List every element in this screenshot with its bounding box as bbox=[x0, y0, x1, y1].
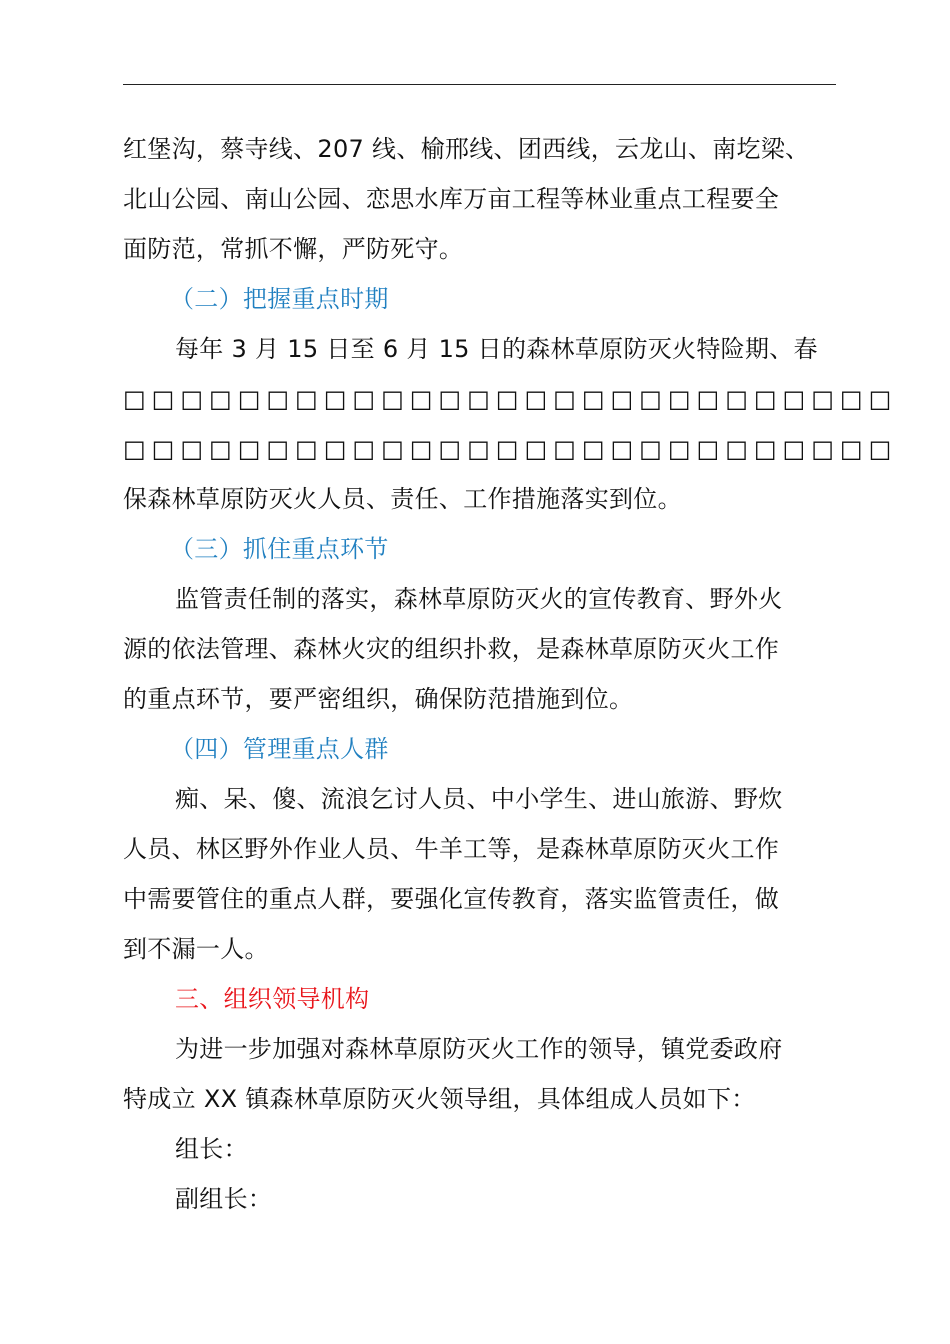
para3-line-3: 的重点环节，要严密组织，确保防范措施到位。 bbox=[123, 685, 634, 713]
heading-key-links: （三）抓住重点环节 bbox=[170, 535, 389, 563]
para2-line-2: □□□□□□□□□□□□□□□□□□□□□□□□□□□ bbox=[123, 385, 898, 413]
leader-label: 组长： bbox=[175, 1135, 248, 1163]
para5-line-1: 为进一步加强对森林草原防灭火工作的领导，镇党委政府 bbox=[175, 1035, 783, 1063]
para4-line-3: 中需要管住的重点人群，要强化宣传教育，落实监管责任，做 bbox=[123, 885, 780, 913]
heading-organization: 三、组织领导机构 bbox=[175, 985, 370, 1013]
deputy-leader-label: 副组长： bbox=[175, 1185, 273, 1213]
para5-line-2: 特成立 XX 镇森林草原防灭火领导组，具体组成人员如下： bbox=[123, 1085, 756, 1113]
para4-line-4: 到不漏一人。 bbox=[123, 935, 269, 963]
header-rule bbox=[123, 84, 836, 85]
para2-line-4: 保森林草原防灭火人员、责任、工作措施落实到位。 bbox=[123, 485, 682, 513]
para2-line-3: □□□□□□□□□□□□□□□□□□□□□□□□□□□ bbox=[123, 435, 898, 463]
para1-line-2: 北山公园、南山公园、恋思水库万亩工程等林业重点工程要全 bbox=[123, 185, 780, 213]
para1-line-1: 红堡沟，蔡寺线、207 线、榆邢线、团西线，云龙山、南圪梁、 bbox=[123, 135, 810, 163]
para2-line-1: 每年 3 月 15 日至 6 月 15 日的森林草原防灭火特险期、春 bbox=[175, 335, 818, 363]
para3-line-1: 监管责任制的落实，森林草原防灭火的宣传教育、野外火 bbox=[175, 585, 783, 613]
para4-line-2: 人员、林区野外作业人员、牛羊工等，是森林草原防灭火工作 bbox=[123, 835, 780, 863]
heading-key-groups: （四）管理重点人群 bbox=[170, 735, 389, 763]
para3-line-2: 源的依法管理、森林火灾的组织扑救，是森林草原防灭火工作 bbox=[123, 635, 780, 663]
para1-line-3: 面防范，常抓不懈，严防死守。 bbox=[123, 235, 464, 263]
heading-key-periods: （二）把握重点时期 bbox=[170, 285, 389, 313]
para4-line-1: 痴、呆、傻、流浪乞讨人员、中小学生、进山旅游、野炊 bbox=[175, 785, 783, 813]
